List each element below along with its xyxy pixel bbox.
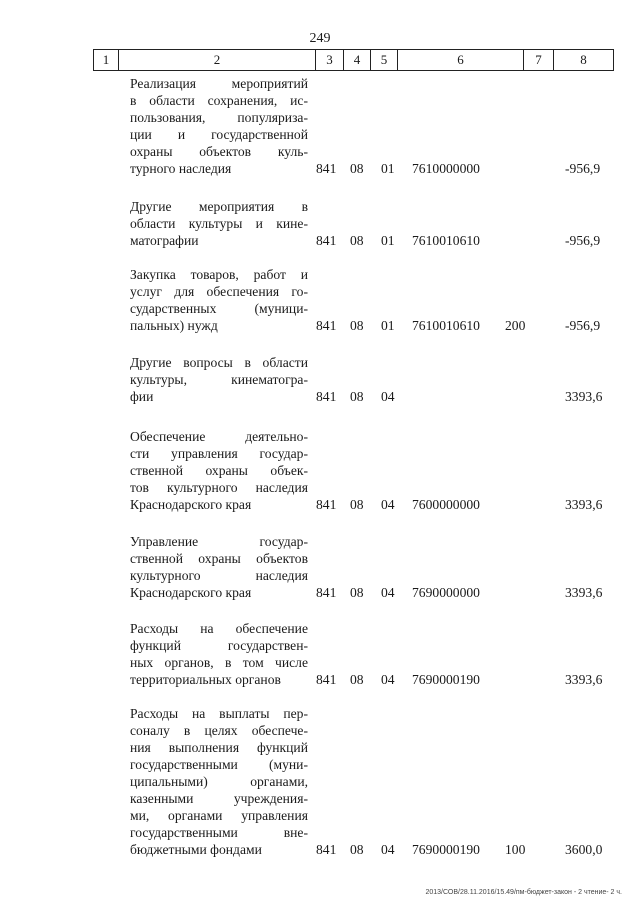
- table-header: [93, 49, 614, 71]
- description-line: Управление государ-: [130, 534, 308, 549]
- description-line: ных органов, в том числе: [130, 655, 308, 670]
- description-line: тов культурного наследия: [130, 480, 308, 495]
- description-line: бюджетными фондами: [130, 842, 262, 857]
- cell-c8: -956,9: [565, 318, 601, 333]
- description-line: функций государствен-: [130, 638, 308, 653]
- description-line: Обеспечение деятельно-: [130, 429, 308, 444]
- cell-c3: 841: [316, 497, 337, 512]
- cell-c4: 08: [350, 233, 364, 248]
- cell-c4: 08: [350, 585, 364, 600]
- cell-c3: 841: [316, 161, 337, 176]
- cell-c3: 841: [316, 585, 337, 600]
- header-col-2: 2: [119, 50, 316, 70]
- description-line: территориальных органов: [130, 672, 281, 687]
- header-col-4: 4: [344, 50, 371, 70]
- cell-c5: 01: [381, 233, 395, 248]
- description-line: Расходы на выплаты пер-: [130, 706, 308, 721]
- description-line: ния выполнения функций: [130, 740, 308, 755]
- cell-c6: 7610010610: [412, 233, 480, 248]
- description-line: области культуры и кине-: [130, 216, 308, 231]
- description-line: ципальными) органами,: [130, 774, 308, 789]
- description-line: государственными (муни-: [130, 757, 308, 772]
- cell-c4: 08: [350, 161, 364, 176]
- cell-c4: 08: [350, 318, 364, 333]
- cell-c6: 7610010610: [412, 318, 480, 333]
- cell-c5: 01: [381, 318, 395, 333]
- cell-c3: 841: [316, 389, 337, 404]
- cell-c8: -956,9: [565, 161, 601, 176]
- description-line: ственной охраны объектов: [130, 551, 308, 566]
- cell-c8: 3600,0: [565, 842, 603, 857]
- description-line: Закупка товаров, работ и: [130, 267, 308, 282]
- description-line: Расходы на обеспечение: [130, 621, 308, 636]
- cell-c5: 04: [381, 672, 395, 687]
- cell-c4: 08: [350, 672, 364, 687]
- cell-c3: 841: [316, 672, 337, 687]
- cell-c6: 7600000000: [412, 497, 480, 512]
- cell-c4: 08: [350, 497, 364, 512]
- cell-c5: 01: [381, 161, 395, 176]
- row-description: [130, 533, 308, 601]
- header-col-5: 5: [371, 50, 398, 70]
- description-line: Краснодарского края: [130, 585, 252, 600]
- description-line: культурного наследия: [130, 568, 308, 583]
- description-line: сти управления государ-: [130, 446, 308, 461]
- description-line: казенными учреждения-: [130, 791, 308, 806]
- cell-c6: 7690000190: [412, 842, 480, 857]
- cell-c3: 841: [316, 842, 337, 857]
- description-line: ми, органами управления: [130, 808, 308, 823]
- description-line: турного наследия: [130, 161, 232, 176]
- description-line: фии: [130, 389, 154, 404]
- cell-c7: 100: [505, 842, 526, 857]
- description-line: охраны объектов куль-: [130, 144, 308, 159]
- description-line: матографии: [130, 233, 199, 248]
- row-description: [130, 266, 308, 334]
- cell-c3: 841: [316, 233, 337, 248]
- cell-c6: 7690000190: [412, 672, 480, 687]
- description-line: государственными вне-: [130, 825, 308, 840]
- cell-c4: 08: [350, 389, 364, 404]
- description-line: соналу в целях обеспече-: [130, 723, 308, 738]
- cell-c8: 3393,6: [565, 585, 603, 600]
- header-col-3: 3: [316, 50, 344, 70]
- cell-c5: 04: [381, 497, 395, 512]
- page-number: 249: [309, 31, 331, 46]
- cell-c8: 3393,6: [565, 672, 603, 687]
- cell-c6: 7610000000: [412, 161, 480, 176]
- row-description: [130, 428, 308, 513]
- cell-c8: 3393,6: [565, 389, 603, 404]
- cell-c6: 7690000000: [412, 585, 480, 600]
- row-description: [130, 620, 308, 688]
- description-line: пользования, популяриза-: [130, 110, 308, 125]
- cell-c5: 04: [381, 389, 395, 404]
- description-line: в области сохранения, ис-: [130, 93, 308, 108]
- row-description: [130, 354, 308, 405]
- header-col-8: 8: [580, 52, 587, 67]
- description-line: ции и государственной: [130, 127, 308, 142]
- header-col-7: 7: [524, 50, 554, 70]
- cell-c3: 841: [316, 318, 337, 333]
- cell-c8: -956,9: [565, 233, 601, 248]
- header-col-6: 6: [398, 50, 524, 70]
- row-description: [130, 75, 308, 177]
- description-line: пальных) нужд: [130, 318, 218, 333]
- cell-c5: 04: [381, 585, 395, 600]
- description-line: Краснодарского края: [130, 497, 252, 512]
- cell-c8: 3393,6: [565, 497, 603, 512]
- description-line: услуг для обеспечения го-: [130, 284, 308, 299]
- row-description: [130, 705, 308, 858]
- description-line: Другие вопросы в области: [130, 355, 308, 370]
- header-col-1: 1: [94, 50, 119, 70]
- footer-note: 2013/СОВ/28.11.2016/15.49/пм-бюджет-закон - 2 чтение- 2 ч.: [425, 889, 622, 896]
- row-description: [130, 198, 308, 249]
- cell-c5: 04: [381, 842, 395, 857]
- description-line: культуры, кинематогра-: [130, 372, 308, 387]
- description-line: сударственных (муници-: [130, 301, 308, 316]
- cell-c7: 200: [505, 318, 526, 333]
- description-line: Другие мероприятия в: [130, 199, 308, 214]
- description-line: Реализация мероприятий: [130, 76, 308, 91]
- description-line: ственной охраны объек-: [130, 463, 308, 478]
- cell-c4: 08: [350, 842, 364, 857]
